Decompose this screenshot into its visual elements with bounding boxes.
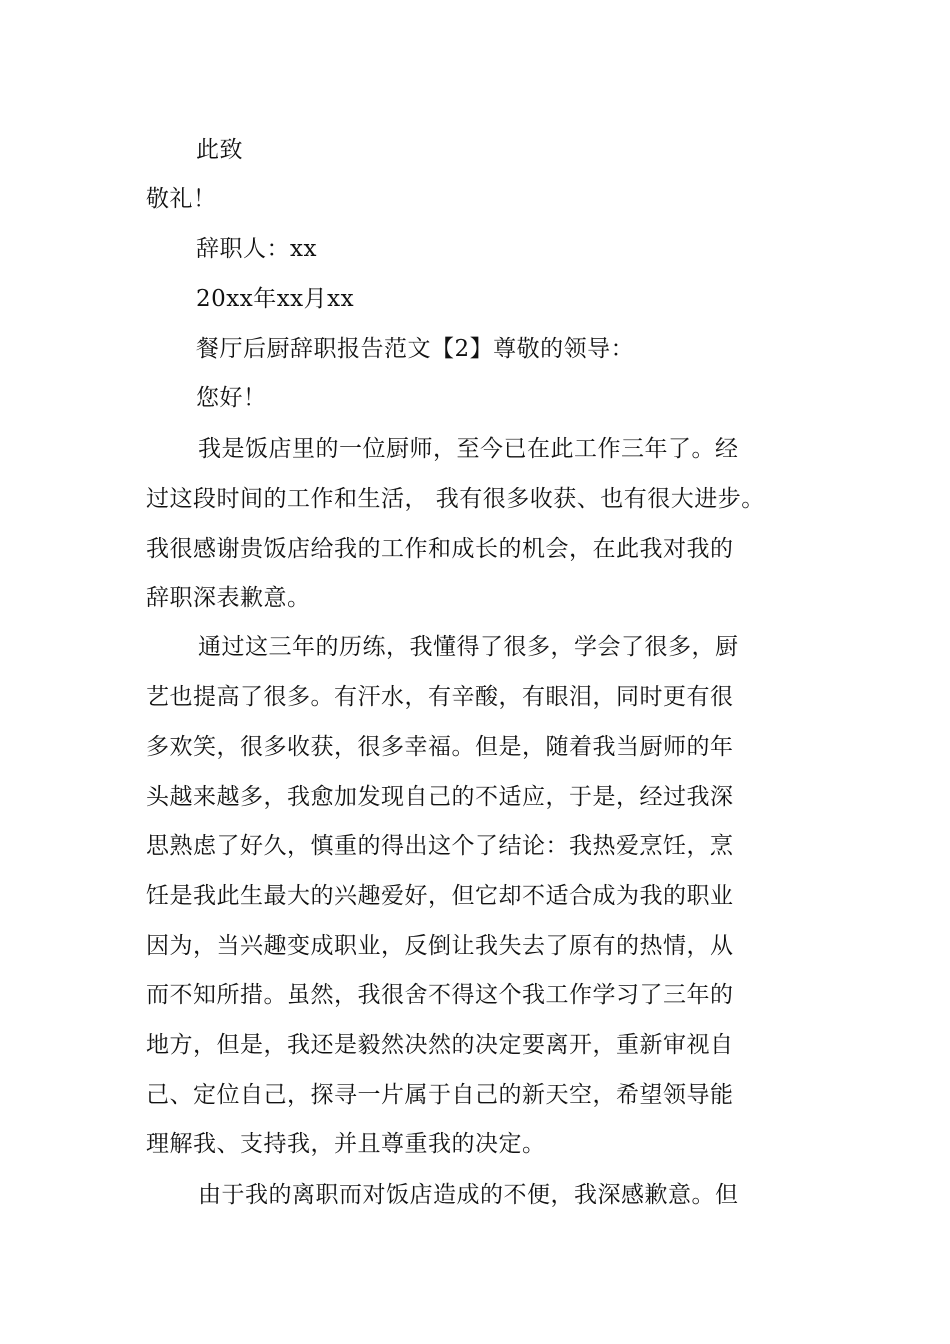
body-line: 由于我的离职而对饭店造成的不便，我深感歉意。但	[198, 1182, 739, 1208]
date-line: 20xx年xx月xx	[196, 286, 355, 312]
body-line: 辞职深表歉意。	[146, 585, 311, 611]
closing-jingli: 敬礼！	[146, 186, 217, 212]
body-line: 理解我、支持我，并且尊重我的决定。	[146, 1131, 546, 1157]
body-line: 我是饭店里的一位厨师，至今已在此工作三年了。经	[198, 436, 739, 462]
body-line: 艺也提高了很多。有汗水，有辛酸，有眼泪，同时更有很	[146, 684, 734, 710]
body-line: 多欢笑，很多收获，很多幸福。但是，随着我当厨师的年	[146, 734, 734, 760]
closing-cizhi: 此致	[196, 137, 243, 163]
body-line: 而不知所措。虽然，我很舍不得这个我工作学习了三年的	[146, 982, 734, 1008]
signer-line: 辞职人：xx	[196, 236, 317, 262]
body-line: 己、定位自己，探寻一片属于自己的新天空，希望领导能	[146, 1082, 734, 1108]
body-line: 头越来越多，我愈加发现自己的不适应，于是，经过我深	[146, 784, 734, 810]
body-line: 饪是我此生最大的兴趣爱好，但它却不适合成为我的职业	[146, 883, 734, 909]
body-line: 地方，但是，我还是毅然决然的决定要离开，重新审视自	[146, 1032, 734, 1058]
body-line: 我很感谢贵饭店给我的工作和成长的机会，在此我对我的	[146, 536, 734, 562]
greeting-line: 您好！	[196, 385, 267, 411]
body-line: 因为，当兴趣变成职业，反倒让我失去了原有的热情，从	[146, 933, 734, 959]
body-line: 思熟虑了好久，慎重的得出这个了结论：我热爱烹饪，烹	[146, 833, 734, 859]
body-line: 通过这三年的历练，我懂得了很多，学会了很多，厨	[198, 634, 739, 660]
body-line: 过这段时间的工作和生活， 我有很多收获、也有很大进步。	[146, 486, 765, 512]
section2-title: 餐厅后厨辞职报告范文【2】尊敬的领导：	[196, 336, 635, 362]
